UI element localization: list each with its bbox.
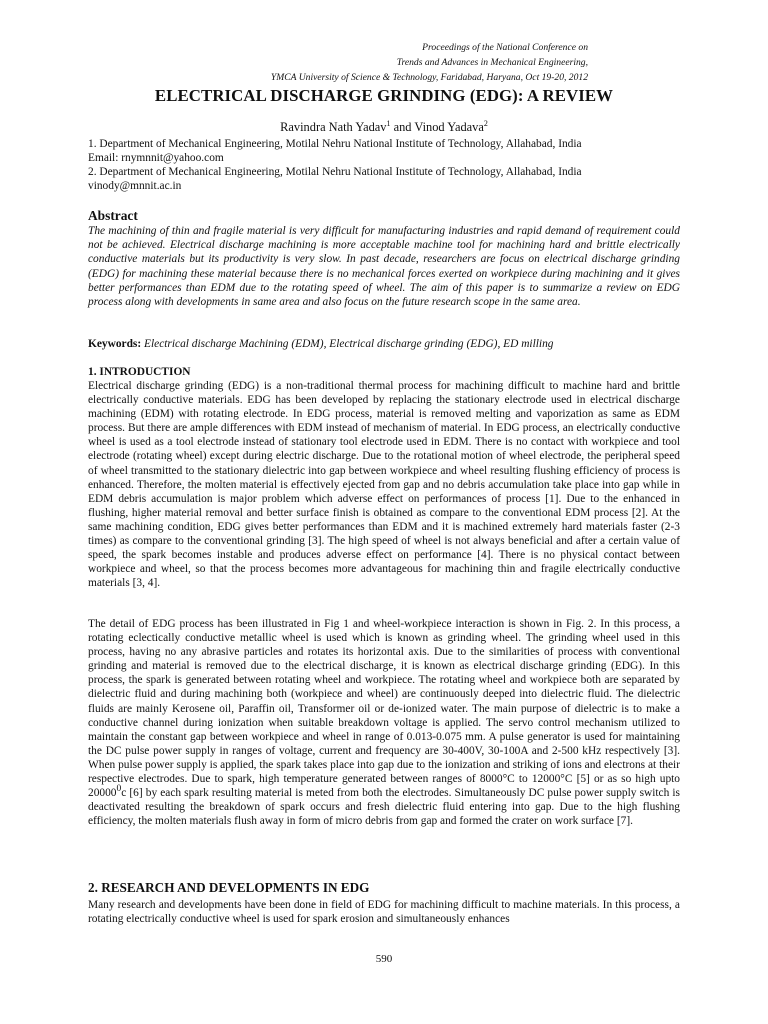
conference-header: [28, 40, 588, 85]
author-1-mark: 1: [386, 118, 391, 128]
author-2: Vinod Yadava: [414, 120, 484, 134]
author-conjunction: and: [390, 120, 415, 134]
keywords-text: Electrical discharge Machining (EDM), Electrical discharge grinding (EDG), ED milling: [144, 338, 554, 350]
author-2-mark: 2: [483, 118, 488, 128]
section-2-paragraph-1: Many research and developments have been done in field of EDG for machining difficult to machine materials. In this process, a rotating electrically conductive wheel is used for spark erosion and simultaneously enhances: [88, 899, 680, 926]
section-2-heading: 2. RESEARCH AND DEVELOPMENTS IN EDG: [88, 880, 370, 895]
header-line-3: YMCA University of Science & Technology, Faridabad, Haryana, Oct 19-20, 2012: [270, 72, 588, 83]
affiliation-1: 1. Department of Mechanical Engineering, Motilal Nehru National Institute of Technology, Allahabad, India: [88, 138, 582, 150]
paper-title: ELECTRICAL DISCHARGE GRINDING (EDG): A REVIEW: [154, 86, 614, 105]
author-line: [88, 120, 680, 135]
author-1: Ravindra Nath Yadav: [280, 120, 387, 134]
keywords: [88, 338, 680, 350]
page-number: 590: [375, 953, 393, 965]
header-line-2: Trends and Advances in Mechanical Engineering,: [396, 57, 588, 68]
section-1-heading: 1. INTRODUCTION: [88, 366, 191, 378]
section-1-paragraph-2-part-b: c [6] by each spark resulting material is meted from both the electrodes. Simultaneously DC pulse power supply switch is deactivated resulting the breakdown of spark occurs and fresh dielectric fluid entering into gap. Due to the high flushing efficiency, the molten materials flush away in form of micro debris from gap and formed the crater on work surface [7].: [88, 787, 680, 828]
section-1-paragraph-2-part-a: The detail of EDG process has been illustrated in Fig 1 and wheel-workpiece interaction is shown in Fig. 2. In this process, a rotating eclectically conductive metallic wheel is used which is known as grinding wheel. The grinding wheel used in this process, having no any abrasive particles and rotates its horizontal axis. Due to the similarities of process with conventional grinding and material is removed due to the electrical discharge, it is known as electrical discharge grinding (EDG). In this process, the spark is generated between rotating wheel and workpiece. The rotating wheel and workpiece both are separated by dielectric fluid and during machining both (workpiece and wheel) are continuously deeped into dielectric fluid. The dielectric fluids are mainly Kerosene oil, Paraffin oil, Transformer oil or de-ionized water. The main purpose of dielectric is to make a conductive channel during ionization when suitable breakdown voltage is applied. The servo control mechanism utilized to maintain the constant gap between workpiece and wheel in range of 0.013-0.075 mm. A pulse generator is used for maintaining the DC pulse power supply in ranges of voltage, current and frequency are 30-400V, 30-100A and 2-500 kHz respectively [3]. When pulse power supply is applied, the spark takes place into gap due to the ionization and striking of ions and electrons at their respective electrodes. Due to spark, high temperature generated between ranges of 8000°C to 12000°C [5] or as so high upto 20000: [88, 618, 680, 800]
affiliation-2-email: vinody@mnnit.ac.in: [88, 180, 182, 192]
affiliations: [88, 137, 680, 193]
affiliation-2: 2. Department of Mechanical Engineering, Motilal Nehru National Institute of Technology, Allahabad, India: [88, 166, 582, 178]
section-1-paragraph-1: Electrical discharge grinding (EDG) is a non-traditional thermal process for machining difficult to machine hard and brittle electrically conductive materials. EDG has been developed by replacing the stationary electrode used in electrical discharge machining (EDM) with rotating electrode. In EDG process, material is removed melting and vaporization as same as EDM process. But there are ample differences with EDM instead of mechanism of material. In EDG process, an electrically conductive wheel is used as a tool electrode instead of stationary tool electrode used in EDM. There is no contact with workpiece and tool electrode (rotating wheel) except during electric discharge. Due to the rotational motion of wheel electrode, the peripheral speed of wheel transmitted to the stationary dielectric into gap between workpiece and wheel resulting flushing efficiency of process is enhanced. Therefore, the molten material is effectively ejected from gap and no debris accumulation take place into gap while in EDM debris accumulation is major problem which adverse effect on performances of process [1]. Due to the enhanced in flushing, higher material removal and better surface finish is obtained as compare to the conventional EDM process [2]. At the same machining condition, EDG gives better performances than EDM and it is machined extremely hard materials faster (2-3 times) as compare to the conventional grinding [3]. The high speed of wheel is not always beneficial and after a certain value of speed, the spark becomes instable and produces adverse effect on performance [4]. There is no physical contact between workpiece and wheel, so that the process becomes more advantageous for machining thin and fragile electrically conductive materials [3, 4].: [88, 380, 680, 590]
abstract-heading: Abstract: [88, 208, 138, 223]
header-line-1: Proceedings of the National Conference on: [422, 42, 588, 53]
affiliation-1-email: Email: rnymnnit@yahoo.com: [88, 152, 224, 164]
abstract-text: The machining of thin and fragile material is very difficult for manufacturing industries and rapid demand of requirement could not be achieved. Electrical discharge machining is more acceptable machine tool for machining hard and brittle electrically conductive materials but its productivity is very slow. In past decade, researchers are focus on electrical discharge grinding (EDG) for machining these material because there is no mechanical forces exerted on workpiece during machining and it gives better performances than EDM due to the rotating speed of wheel. The aim of this paper is to summarize a review on EDG process along with developments in same area and also focus on the future research scope in the same area.: [88, 225, 680, 309]
degree-superscript: 0: [116, 784, 122, 795]
section-1-paragraph-2: [88, 617, 680, 828]
keywords-label: Keywords:: [88, 338, 142, 350]
